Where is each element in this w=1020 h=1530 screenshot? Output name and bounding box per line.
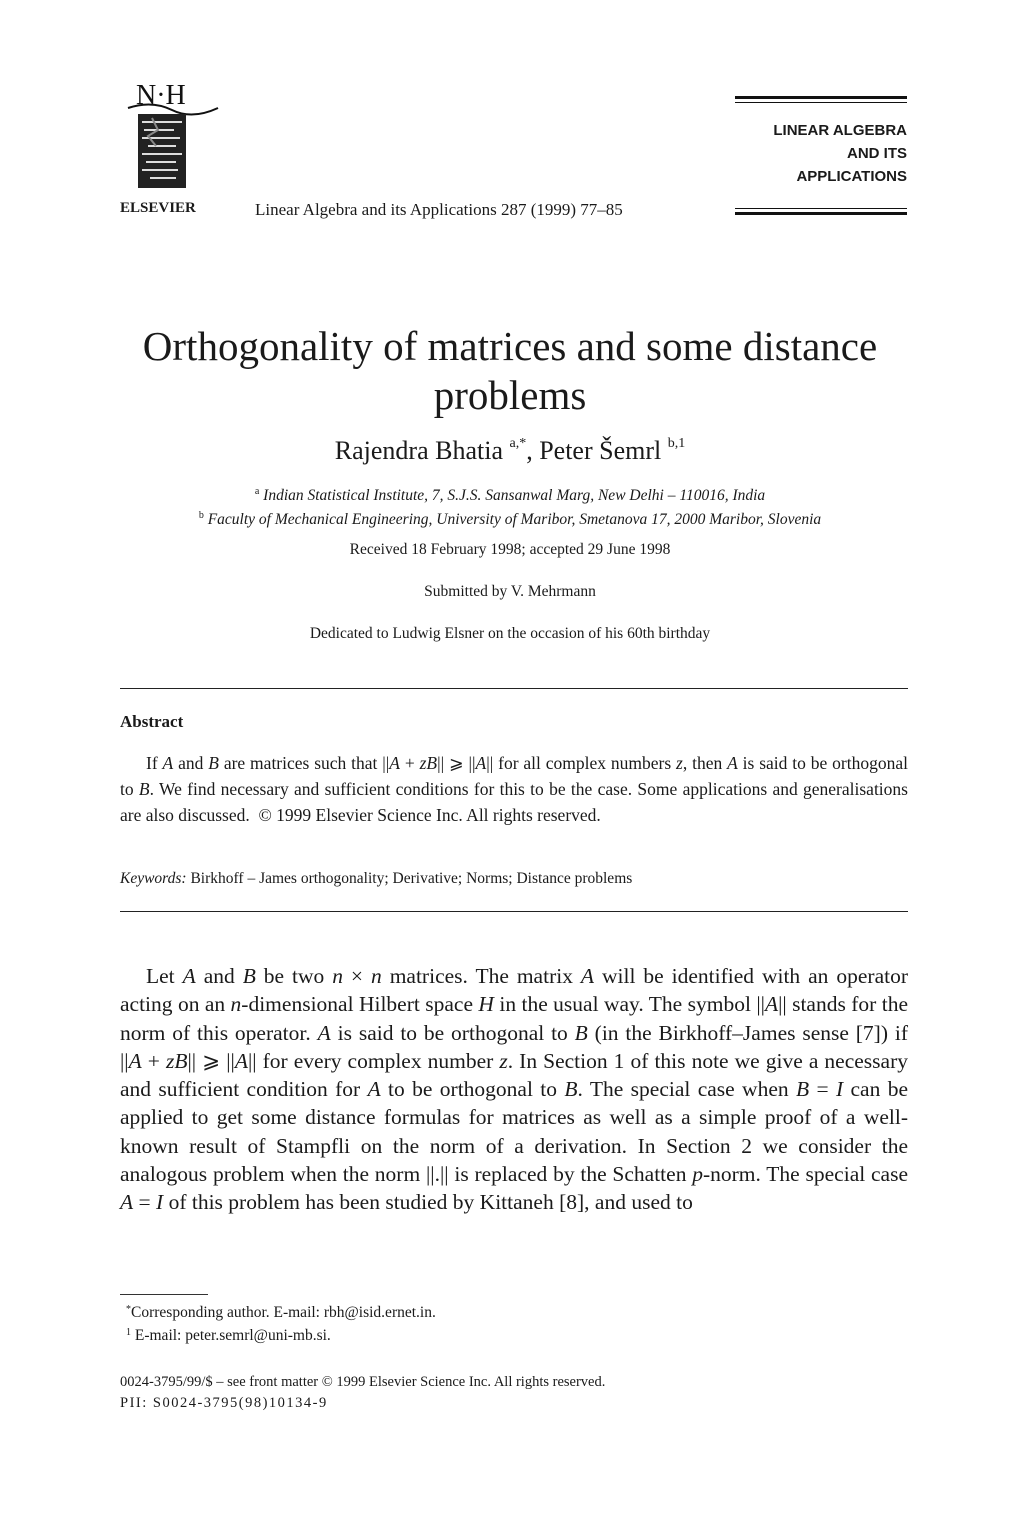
abstract-heading: Abstract: [120, 712, 184, 731]
footnote: *Corresponding author. E-mail: rbh@isid.ernet.in.: [126, 1304, 436, 1321]
header-rule: [735, 208, 907, 209]
logo-nh-text: N·H: [136, 80, 186, 111]
keywords-label: Keywords:: [120, 870, 187, 887]
keywords-list: Birkhoff – James orthogonality; Derivative; Norms; Distance problems: [190, 870, 633, 887]
journal-citation: Linear Algebra and its Applications 287 (1999) 77–85: [255, 200, 623, 219]
keywords: [120, 870, 632, 888]
journal-title-line-3: APPLICATIONS: [796, 168, 907, 185]
divider: [120, 911, 908, 912]
journal-title-line-2: AND ITS: [847, 145, 907, 162]
divider: [120, 688, 908, 689]
dedication: Dedicated to Ludwig Elsner on the occasion of his 60th birthday: [309, 625, 711, 642]
body-paragraph: Let A and B be two n × n matrices. The matrix A will be identified with an operator acting on an n-dimensional Hilbert space H in the usual way. The symbol ||A|| stands for the norm of this operator. A is said to be orthogonal to B (in the Birkhoff–James sense [7]) if ||A + zB|| ⩾ ||A|| for every complex number z. In Section 1 of this note we give a necessary and sufficient condition for A to be orthogonal to B. The special case when B = I can be applied to get some distance formulas for matrices as well as a simple proof of a well-known result of Stampfli on the norm of a derivation. In Section 2 we consider the analogous problem when the norm ||.|| is replaced by the Schatten p-norm. The special case A = I of this problem has been studied by Kittaneh [8], and used to: [120, 964, 908, 1215]
header-rule: [735, 102, 907, 103]
submitted-by: Submitted by V. Mehrmann: [424, 583, 596, 600]
received-dates: Received 18 February 1998; accepted 29 June 1998: [349, 541, 671, 558]
issn-line: 0024-3795/99/$ – see front matter © 1999 Elsevier Science Inc. All rights reserved.: [120, 1374, 606, 1390]
affiliation: $^a$ Indian Statistical Institute, 7, S.J.S. Sansanwal Marg, New Delhi – 110016, India: [254, 486, 766, 504]
author-marks: b,1: [667, 436, 686, 451]
author-list: Rajendra Bhatia $^{a,*}$, Peter Šemrl $^{b,1}$: [334, 436, 686, 465]
abstract-text: [120, 750, 908, 828]
author-marks: a,*: [509, 436, 527, 451]
publisher-name: ELSEVIER: [120, 200, 196, 216]
author-name: Peter Šemrl: [539, 436, 662, 465]
footnote-rule: [120, 1294, 208, 1295]
publisher-logo: [122, 78, 230, 218]
header-rule: [735, 212, 907, 215]
header-rule: [735, 96, 907, 99]
abstract-paragraph: If A and B are matrices such that ||A + zB|| ⩾ ||A|| for all complex numbers z, then A is said to be orthogonal to B. We find necessary and sufficient conditions for this to be the case. Some applications and generalisations are also discussed. © 1999 Elsevier Science Inc. All rights reserved.: [120, 753, 908, 825]
author-name: Rajendra Bhatia: [334, 436, 503, 465]
affiliation: $^b$ Faculty of Mechanical Engineering, University of Maribor, Smetanova 17, 2000 Maribor, Slovenia: [198, 510, 822, 528]
body-text: [120, 962, 908, 1217]
pii-line: PII: S0024-3795(98)10134-9: [120, 1395, 328, 1411]
journal-title-line-1: LINEAR ALGEBRA: [773, 122, 907, 139]
footnote: $^1$ E-mail: peter.semrl@uni-mb.si.: [126, 1327, 331, 1344]
article-title: Orthogonality of matrices and some distance problems: [142, 323, 878, 418]
